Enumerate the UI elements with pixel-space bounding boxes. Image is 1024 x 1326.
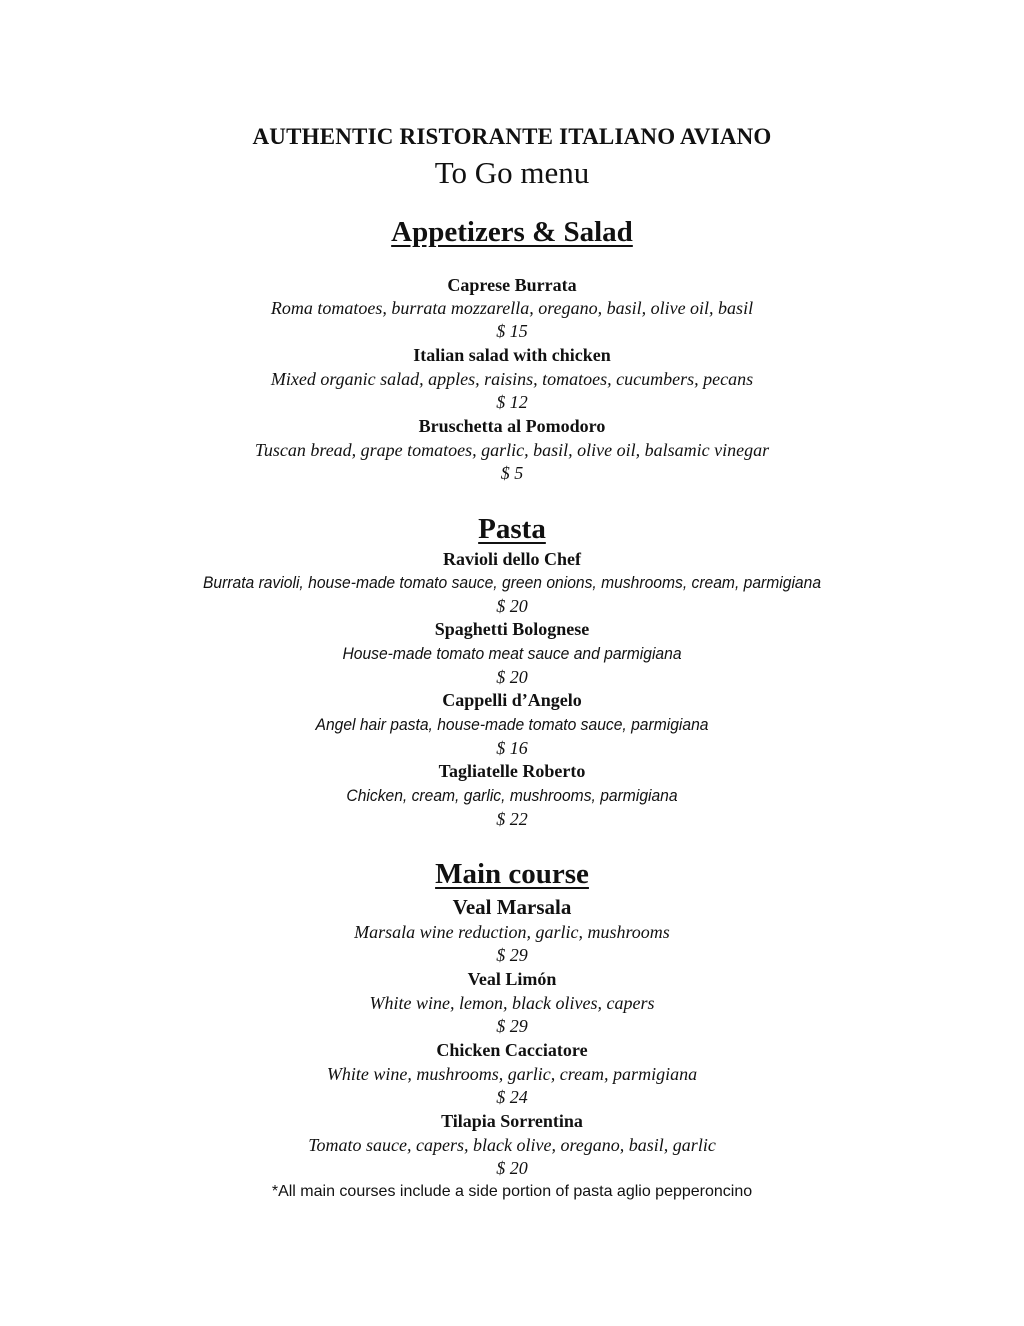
menu-item-name: Italian salad with chicken [413, 345, 611, 365]
menu-item-price: $ 16 [496, 738, 528, 758]
menu-item-name: Veal Marsala [452, 895, 572, 919]
menu-item-name: Caprese Burrata [447, 275, 577, 295]
menu-item-name: Tilapia Sorrentina [441, 1111, 583, 1131]
menu-item-description: Marsala wine reduction, garlic, mushrooms [354, 922, 670, 942]
menu-title: To Go menu [434, 155, 590, 190]
section-title-pasta: Pasta [478, 513, 546, 545]
menu-item-name: Spaghetti Bolognese [434, 619, 590, 639]
section-title-appetizers: Appetizers & Salad [391, 216, 633, 248]
menu-item-description: Chicken, cream, garlic, mushrooms, parmigiana [346, 786, 678, 805]
menu-item-description: Roma tomatoes, burrata mozzarella, oregano, basil, olive oil, basil [270, 298, 754, 318]
menu-item-name: Cappelli d’Angelo [442, 690, 582, 710]
menu-item-price: $ 22 [496, 809, 528, 829]
menu-item-description: Burrata ravioli, house-made tomato sauce, green onions, mushrooms, cream, parmigiana [202, 573, 822, 592]
menu-item-name: Bruschetta al Pomodoro [418, 416, 606, 436]
menu-item-description: Mixed organic salad, apples, raisins, tomatoes, cucumbers, pecans [270, 369, 754, 389]
menu-item-price: $ 29 [496, 945, 528, 965]
menu-item-description: White wine, lemon, black olives, capers [369, 993, 655, 1013]
restaurant-name: AUTHENTIC RISTORANTE ITALIANO AVIANO [252, 124, 772, 149]
main-course-footnote: *All main courses include a side portion of pasta aglio pepperoncino [271, 1183, 753, 1200]
menu-item-description: Angel hair pasta, house-made tomato sauce, parmigiana [315, 715, 709, 734]
menu-item-price: $ 15 [496, 321, 528, 341]
menu-item-name: Tagliatelle Roberto [438, 761, 586, 781]
section-title-main-course: Main course [435, 858, 589, 890]
menu-item-price: $ 29 [496, 1016, 528, 1036]
menu-item-description: House-made tomato meat sauce and parmigiana [342, 644, 682, 663]
menu-item-price: $ 12 [496, 392, 528, 412]
menu-item-description: Tuscan bread, grape tomatoes, garlic, basil, olive oil, balsamic vinegar [254, 440, 770, 460]
menu-item-description: Tomato sauce, capers, black olive, oregano, basil, garlic [308, 1135, 716, 1155]
menu-item-name: Chicken Cacciatore [436, 1040, 588, 1060]
menu-item-price: $ 20 [496, 667, 528, 687]
menu-item-price: $ 24 [496, 1087, 528, 1107]
menu-item-price: $ 5 [500, 463, 524, 483]
menu-item-price: $ 20 [496, 596, 528, 616]
menu-item-description: White wine, mushrooms, garlic, cream, parmigiana [326, 1064, 698, 1084]
menu-item-name: Ravioli dello Chef [443, 549, 581, 569]
menu-item-price: $ 20 [496, 1158, 528, 1178]
menu-item-name: Veal Limón [467, 969, 557, 989]
